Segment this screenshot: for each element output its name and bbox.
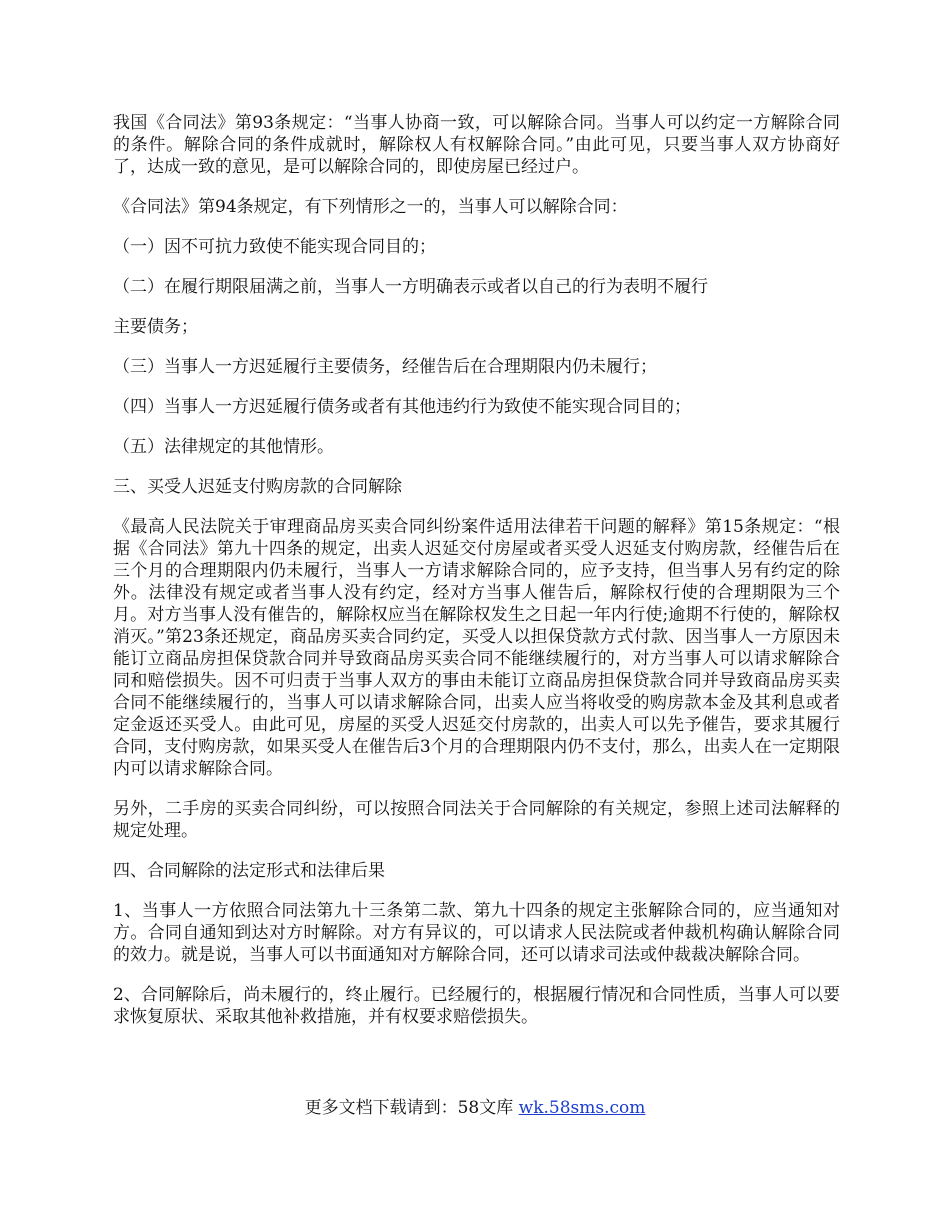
paragraph-point-2: 2、合同解除后，尚未履行的，终止履行。已经履行的，根据履行情况和合同性质，当事人可以要求恢复原状、采取其他补救措施，并有权要求赔偿损失。 xyxy=(113,985,840,1027)
paragraph-article-93: 我国《合同法》第93条规定：“当事人协商一致，可以解除合同。当事人可以约定一方解除合同的条件。解除合同的条件成就时，解除权人有权解除合同。”由此可见，只要当事人双方协商好了，达成一致的意见，是可以解除合同的，即使房屋已经过户。 xyxy=(113,113,840,177)
page-footer xyxy=(0,1097,950,1119)
list-item-4: （四）当事人一方迟延履行债务或者有其他违约行为致使不能实现合同目的； xyxy=(113,397,691,417)
footer-link[interactable]: wk.58sms.com xyxy=(518,1098,646,1118)
section-heading-4: 四、合同解除的法定形式和法律后果 xyxy=(113,861,385,881)
footer-text: 更多文档下载请到：58文库 xyxy=(304,1098,519,1118)
document-body xyxy=(113,112,840,1046)
section-heading-3: 三、买受人迟延支付购房款的合同解除 xyxy=(113,477,402,497)
list-item-5: （五）法律规定的其他情形。 xyxy=(113,437,334,457)
list-item-2-continuation: 主要债务； xyxy=(113,317,198,337)
list-item-3: （三）当事人一方迟延履行主要债务，经催告后在合理期限内仍未履行； xyxy=(113,357,657,377)
paragraph-judicial-interpretation: 《最高人民法院关于审理商品房买卖合同纠纷案件适用法律若干问题的解释》第15条规定：“根据《合同法》第九十四条的规定，出卖人迟延交付房屋或者买受人迟延支付购房款，经催告后在三个月的合理期限内仍未履行，当事人一方请求解除合同的，应予支持，但当事人另有约定的除外。法律没有规定或者当事人没有约定，经对方当事人催告后，解除权行使的合理期限为三个月。对方当事人没有催告的，解除权应当在解除权发生之日起一年内行使;逾期不行使的，解除权消灭。”第23条还规定，商品房买卖合同约定，买受人以担保贷款方式付款、因当事人一方原因未能订立商品房担保贷款合同并导致商品房买卖合同不能继续履行的，对方当事人可以请求解除合同和赔偿损失。因不可归责于当事人双方的事由未能订立商品房担保贷款合同并导致商品房买卖合同不能继续履行的，当事人可以请求解除合同，出卖人应当将收受的购房款本金及其利息或者定金返还买受人。由此可见，房屋的买受人迟延交付房款的，出卖人可以先予催告，要求其履行合同，支付购房款，如果买受人在催告后3个月的合理期限内仍不支付，那么，出卖人在一定期限内可以请求解除合同。 xyxy=(113,517,840,779)
paragraph-point-1: 1、当事人一方依照合同法第九十三条第二款、第九十四条的规定主张解除合同的，应当通知对方。合同自通知到达对方时解除。对方有异议的，可以请求人民法院或者仲裁机构确认解除合同的效力。就是说，当事人可以书面通知对方解除合同，还可以请求司法或仲裁裁决解除合同。 xyxy=(113,901,840,965)
paragraph-second-hand-housing: 另外，二手房的买卖合同纠纷，可以按照合同法关于合同解除的有关规定，参照上述司法解释的规定处理。 xyxy=(113,799,840,841)
list-item-2: （二）在履行期限届满之前，当事人一方明确表示或者以自己的行为表明不履行 xyxy=(113,277,708,297)
paragraph-article-94-intro: 《合同法》第94条规定，有下列情形之一的，当事人可以解除合同： xyxy=(113,197,628,217)
list-item-1: （一）因不可抗力致使不能实现合同目的； xyxy=(113,237,436,257)
